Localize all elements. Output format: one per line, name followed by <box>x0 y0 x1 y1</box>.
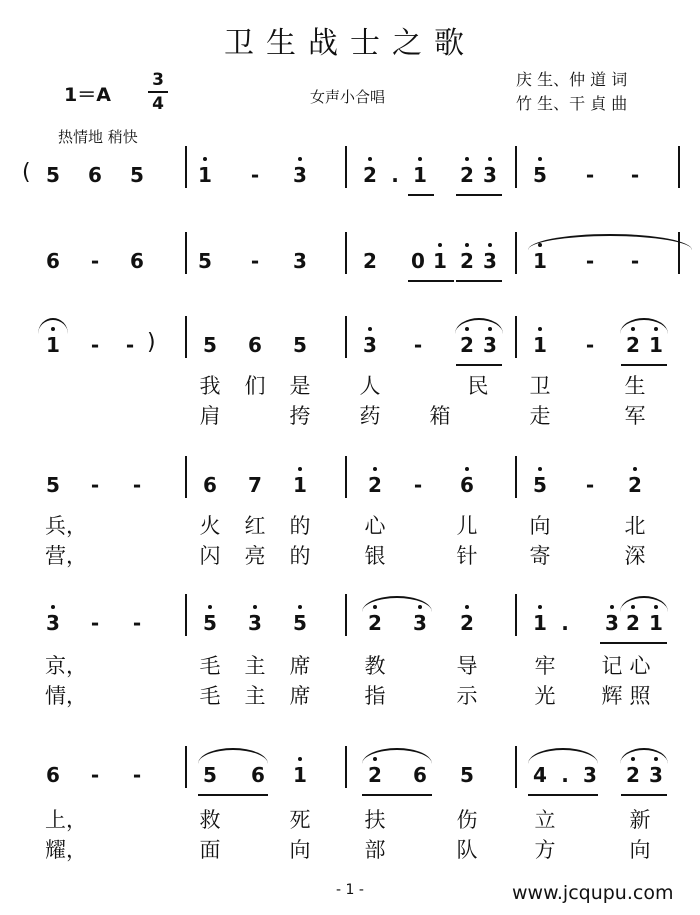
note: 5 <box>198 249 212 273</box>
song-title: 卫生战士之歌 <box>224 26 476 61</box>
note: 3 <box>475 162 505 188</box>
underline <box>528 794 598 796</box>
lyric: 的 <box>289 544 311 568</box>
barline <box>345 456 347 498</box>
note: 1 <box>38 332 68 358</box>
note: 6 <box>130 249 144 273</box>
score-row-1 <box>0 162 700 202</box>
note: 1 <box>425 248 455 274</box>
dash: - <box>132 763 142 787</box>
lyric: 京， <box>45 654 87 678</box>
lyrics-row-1b <box>0 400 700 440</box>
note: 1 <box>285 472 315 498</box>
note: 3 <box>583 763 597 787</box>
note: 5 <box>46 163 60 187</box>
lyric: 我 <box>199 374 221 398</box>
dot-symbol: . <box>561 611 569 635</box>
note: 2 <box>618 332 648 358</box>
lyric: 席 <box>289 654 311 678</box>
barline <box>345 232 347 274</box>
dash: - <box>250 249 260 273</box>
underline <box>621 642 667 644</box>
lyric: 牢 <box>534 654 556 678</box>
barline <box>185 316 187 358</box>
lyric: 指 <box>364 684 386 708</box>
underline <box>456 280 502 282</box>
open-paren: ( <box>22 160 31 185</box>
dot <box>203 157 207 161</box>
lyric: 走 <box>529 404 551 428</box>
note: 6 <box>88 163 102 187</box>
lyric: 箱 <box>429 404 451 428</box>
note: 5 <box>460 763 474 787</box>
barline <box>515 232 517 274</box>
note: 3 <box>355 332 385 358</box>
barline <box>185 746 187 788</box>
lyric: 闪 <box>199 544 221 568</box>
lyric: 队 <box>456 838 478 862</box>
lyric: 面 <box>199 838 221 862</box>
lyric: 寄 <box>529 544 551 568</box>
score-row-4 <box>0 472 700 512</box>
lyric: 毛 <box>199 684 221 708</box>
note: 2 <box>360 610 390 636</box>
barline <box>185 146 187 188</box>
tempo-marking: 热情地 稍快 <box>58 128 138 146</box>
score-row-3 <box>0 332 700 372</box>
barline <box>185 232 187 274</box>
dash: - <box>125 333 135 357</box>
lyric: 卫 <box>529 374 551 398</box>
lyric: 方 <box>534 838 556 862</box>
lyric: 向 <box>289 838 311 862</box>
composer-credit: 竹 生、干 貞 曲 <box>516 94 628 113</box>
note: 3 <box>597 610 627 636</box>
dash: - <box>630 249 640 273</box>
note: 2 <box>360 472 390 498</box>
underline <box>408 280 454 282</box>
barline <box>515 316 517 358</box>
underline <box>621 364 667 366</box>
lyric: 导 <box>456 654 478 678</box>
lyric: 火 <box>199 514 221 538</box>
underline <box>408 194 434 196</box>
dot-symbol: . <box>391 163 399 187</box>
lyric: 生 <box>624 374 646 398</box>
underline <box>362 794 432 796</box>
key-signature: 1＝A <box>64 84 111 106</box>
barline <box>678 146 680 188</box>
barline <box>678 232 680 274</box>
dash: - <box>90 249 100 273</box>
note: 5 <box>46 473 60 497</box>
lyric: 扶 <box>364 808 386 832</box>
lyric: 席 <box>289 684 311 708</box>
lyric: 上， <box>45 808 87 832</box>
lyric: 红 <box>244 514 266 538</box>
underline <box>456 364 502 366</box>
time-bottom: 4 <box>152 94 164 114</box>
note: 3 <box>475 332 505 358</box>
note: 3 <box>293 249 307 273</box>
lyric: 情， <box>45 684 87 708</box>
lyric: 针 <box>456 544 478 568</box>
note: 2 <box>452 610 482 636</box>
lyric: 照 <box>629 684 651 708</box>
lyric: 耀， <box>45 838 87 862</box>
credits <box>516 68 627 116</box>
lyric: 新 <box>629 808 651 832</box>
note: 6 <box>203 473 217 497</box>
score-row-2 <box>0 248 700 288</box>
lyrics-row-2b <box>0 540 700 580</box>
note: 1 <box>525 332 555 358</box>
dash: - <box>630 163 640 187</box>
lyric: 示 <box>456 684 478 708</box>
dash: - <box>90 333 100 357</box>
lyric: 肩 <box>199 404 221 428</box>
rest: 0 <box>411 249 425 273</box>
barline <box>515 146 517 188</box>
note: 5 <box>525 472 555 498</box>
dash: - <box>90 473 100 497</box>
barline <box>515 746 517 788</box>
note: 2 <box>620 472 650 498</box>
time-top: 3 <box>152 70 164 90</box>
note: 5 <box>195 610 225 636</box>
note: 6 <box>413 763 427 787</box>
note: 3 <box>641 762 671 788</box>
lyric: 药 <box>359 404 381 428</box>
note: 5 <box>130 163 144 187</box>
barline <box>515 594 517 636</box>
note: 2 <box>355 162 385 188</box>
lyric: 向 <box>629 838 651 862</box>
lyric: 军 <box>624 404 646 428</box>
lyric: 救 <box>199 808 221 832</box>
lyrics-row-4b <box>0 834 700 874</box>
note: 2 <box>618 762 648 788</box>
lyric: 毛 <box>199 654 221 678</box>
note: 2 <box>363 249 377 273</box>
note: 6 <box>46 249 60 273</box>
dash: - <box>585 333 595 357</box>
note: 1 <box>405 162 435 188</box>
lyric: 亮 <box>244 544 266 568</box>
lyric: 光 <box>534 684 556 708</box>
lyric: 挎 <box>289 404 311 428</box>
page-number: - 1 - <box>336 882 364 898</box>
dash: - <box>585 163 595 187</box>
note: 6 <box>248 333 262 357</box>
barline <box>345 316 347 358</box>
lyric: 深 <box>624 544 646 568</box>
performance-note: 女声小合唱 <box>310 88 386 106</box>
dash: - <box>413 333 423 357</box>
note: 1 <box>525 248 555 274</box>
lyric: 辉 <box>601 684 623 708</box>
dash: - <box>585 473 595 497</box>
lyric: 兵， <box>45 514 87 538</box>
time-signature <box>148 70 168 114</box>
dash: - <box>90 763 100 787</box>
lyric: 部 <box>364 838 386 862</box>
lyric: 主 <box>244 654 266 678</box>
note: 5 <box>525 162 555 188</box>
note: 1 <box>285 762 315 788</box>
lyric: 北 <box>624 514 646 538</box>
barline <box>345 594 347 636</box>
note: 6 <box>251 763 265 787</box>
lyric: 伤 <box>456 808 478 832</box>
lyric: 教 <box>364 654 386 678</box>
close-paren: ) <box>147 330 156 355</box>
dash: - <box>250 163 260 187</box>
dash: - <box>132 611 142 635</box>
note: 6 <box>452 472 482 498</box>
note: 2 <box>452 332 482 358</box>
barline <box>185 456 187 498</box>
lyric: 死 <box>289 808 311 832</box>
note: 3 <box>38 610 68 636</box>
lyric: 心 <box>629 654 651 678</box>
note: 2 <box>360 762 390 788</box>
lyricist-credit: 庆 生、仲 道 词 <box>516 70 628 89</box>
note: 2 <box>452 248 482 274</box>
dash: - <box>132 473 142 497</box>
lyric: 儿 <box>456 514 478 538</box>
watermark: www.jcqupu.com <box>512 882 674 904</box>
lyric: 民 <box>467 374 489 398</box>
barline <box>515 456 517 498</box>
note: 1 <box>525 610 555 636</box>
note: 2 <box>452 162 482 188</box>
note: 1 <box>641 332 671 358</box>
note: 6 <box>46 763 60 787</box>
lyrics-row-3b <box>0 680 700 720</box>
lyric: 心 <box>364 514 386 538</box>
time-bar <box>148 91 168 93</box>
lyric: 记 <box>601 654 623 678</box>
underline <box>621 794 667 796</box>
lyric: 的 <box>289 514 311 538</box>
note: 5 <box>293 333 307 357</box>
note: 1 <box>641 610 671 636</box>
lyric: 立 <box>534 808 556 832</box>
dash: - <box>90 611 100 635</box>
underline <box>198 794 268 796</box>
note: 3 <box>475 248 505 274</box>
underline <box>456 194 502 196</box>
score-row-6 <box>0 762 700 802</box>
barline <box>345 146 347 188</box>
dot-symbol: . <box>561 763 569 787</box>
note: 4 <box>533 763 547 787</box>
lyric: 们 <box>244 374 266 398</box>
note: 3 <box>405 610 435 636</box>
lyric: 向 <box>529 514 551 538</box>
score-row-5 <box>0 610 700 650</box>
lyric: 营， <box>45 544 87 568</box>
note: 5 <box>203 333 217 357</box>
note: 3 <box>285 162 315 188</box>
barline <box>185 594 187 636</box>
dash: - <box>413 473 423 497</box>
lyric: 主 <box>244 684 266 708</box>
note: 5 <box>203 763 217 787</box>
note: 1 <box>190 162 220 188</box>
note: 3 <box>240 610 270 636</box>
barline <box>345 746 347 788</box>
lyric: 是 <box>289 374 311 398</box>
note: 7 <box>248 473 262 497</box>
lyric: 银 <box>364 544 386 568</box>
lyric: 人 <box>359 374 381 398</box>
dash: - <box>585 249 595 273</box>
note: 5 <box>285 610 315 636</box>
note: 2 <box>618 610 648 636</box>
